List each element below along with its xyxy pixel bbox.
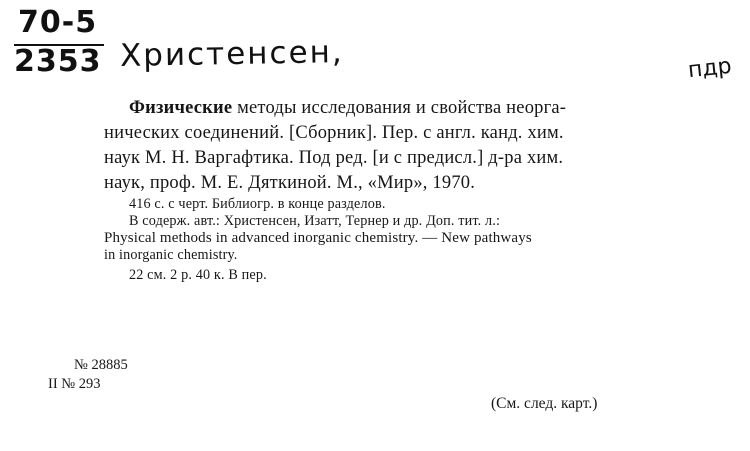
registry-number-1: № 28885: [74, 357, 128, 373]
entry-price: 22 см. 2 р. 40 к. В пер.: [129, 267, 267, 283]
handwritten-note: пдр: [686, 53, 733, 84]
entry-contents-1: В содерж. авт.: Христенсен, Изатт, Тернер и др. Доп. тит. л.:: [129, 213, 501, 229]
entry-contents-3: in inorganic chemistry.: [104, 247, 238, 263]
call-number-top: 70-5: [18, 5, 98, 40]
call-number-bottom: 2353: [14, 44, 102, 79]
entry-collation: 416 с. с черт. Библиогр. в конце разделов.: [129, 196, 386, 212]
registry-number-2: II № 293: [48, 376, 101, 392]
entry-line-4: наук, проф. М. Е. Дяткиной. М., «Мир», 1970.: [104, 173, 476, 193]
entry-line-1: [129, 98, 566, 119]
entry-line-3: наук М. Н. Варгафтика. Под ред. [и с предисл.] д-ра хим.: [104, 148, 564, 168]
entry-title-word: Физические: [129, 98, 233, 118]
continuation-note: (См. след. карт.): [491, 395, 598, 412]
handwritten-author: Христенсен,: [119, 34, 345, 74]
entry-title-rest: методы исследования и свойства неорга-: [237, 98, 567, 118]
entry-contents-2: Physical methods in advanced inorganic chemistry. — New pathways: [104, 230, 532, 246]
entry-line-2: нических соединений. [Сборник]. Пер. с англ. канд. хим.: [104, 123, 564, 143]
